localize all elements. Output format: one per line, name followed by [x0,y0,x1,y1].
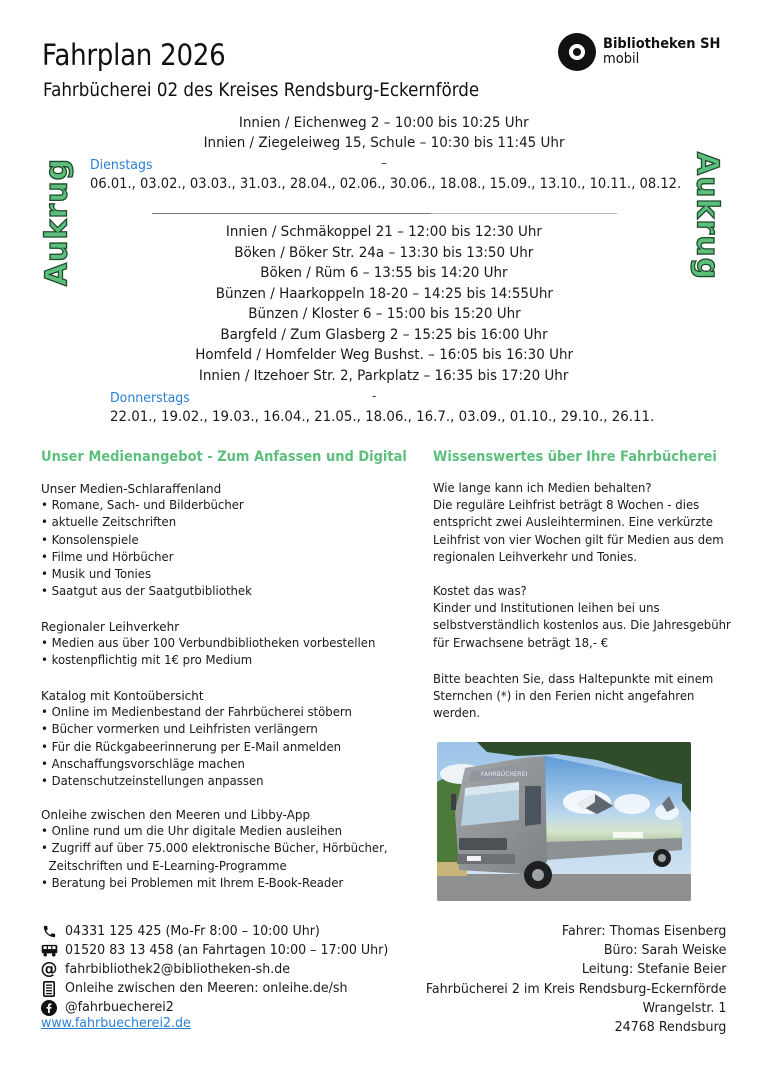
list-item: • Bücher vormerken und Leihfristen verlängern [41,722,318,737]
ebook-reader-icon [40,980,58,998]
list-item: • Beratung bei Problemen mit Ihrem E-Book-Reader [41,875,344,890]
facebook-icon [40,999,58,1017]
info-answer-line: Leihfrist von vier Wochen gilt für Medien aus dem [433,532,724,547]
truck-lettering: FAHRBÜCHEREI [481,771,528,778]
list-item: • aktuelle Zeitschriften [41,515,177,530]
info-answer-line: Die reguläre Leihfrist beträgt 8 Wochen - dies [433,498,700,513]
list-item: • Anschaffungsvorschläge machen [41,756,245,771]
info-heading: Wissenswertes über Ihre Fahrbücherei [433,449,717,465]
page-subtitle: Fahrbücherei 02 des Kreises Rendsburg-Eckernförde [43,79,480,101]
bibliotheken-sh-logo [558,33,733,71]
contact-phone [40,922,405,941]
day-separator: - [372,389,377,403]
stop-text: Bargfeld / Zum Glasberg 2 – 15:25 bis 16:00 Uhr [220,327,548,343]
side-label-left: Aukrug [39,157,75,287]
info-note-line: werden. [433,706,481,721]
list-item: • Datenschutzeinstellungen anpassen [41,774,264,789]
address-org: Fahrbücherei 2 im Kreis Rendsburg-Eckernförde [425,981,726,997]
stop-line [0,327,768,343]
list-item: • Online im Medienbestand der Fahrbücherei stöbern [41,705,352,720]
facebook-handle[interactable]: @fahrbuecherei2 [65,1000,174,1015]
logo-text [603,37,720,67]
list-item: • Romane, Sach- und Bilderbücher [41,498,244,513]
group-title: Regionaler Leihverkehr [41,619,180,634]
stop-text: Innien / Schmäkoppel 21 – 12:00 bis 12:30 Uhr [225,224,543,240]
page-title: Fahrplan 2026 [42,38,226,72]
list-item: • Saatgut aus der Saatgutbibliothek [41,584,252,599]
side-label-right: Aukrug [689,151,725,281]
info-question: Wie lange kann ich Medien behalten? [433,481,652,495]
stop-text: Homfeld / Homfelder Weg Bushst. – 16:05 bis 16:30 Uhr [195,347,573,363]
stop-line [0,245,768,261]
stop-line [0,368,768,384]
address-city: 24768 Rendsburg [614,1020,726,1036]
staff-office: Büro: Sarah Weiske [603,943,726,959]
onleihe-text[interactable]: Onleihe zwischen den Meeren: onleihe.de/sh [65,981,348,996]
dates-tuesday: 06.01., 03.02., 03.03., 31.03., 28.04., 02.06., 30.06., 18.08., 15.09., 13.10., 10.11., 08.12. [90,176,682,192]
media-group-schlaraffenland [41,480,252,600]
group-title: Katalog mit Kontoübersicht [41,688,204,703]
info-note-line: Sternchen (*) in den Ferien nicht angefahren [433,689,695,704]
contact-facebook [40,998,405,1017]
contact-onleihe [40,979,405,998]
truck-illustration [437,742,691,901]
stop-text: Bünzen / Kloster 6 – 15:00 bis 15:20 Uhr [247,306,521,322]
stop-line [0,347,768,363]
day-label-tuesday: Dienstags [90,157,153,173]
list-item: • Filme und Hörbücher [41,549,174,564]
list-item: • Für die Rückgabeerinnerung per E-Mail anmelden [41,739,342,754]
media-group-katalog [41,687,352,790]
dates-thursday: 22.01., 19.02., 19.03., 16.04., 21.05., 18.06., 16.7., 03.09., 01.10., 29.10., 26.11. [110,409,655,425]
staff-driver: Fahrer: Thomas Eisenberg [561,924,726,939]
info-answer-line: regionalen Leihverkehr und Tonies. [433,549,638,564]
day-label-thursday: Donnerstags [110,390,190,406]
info-holiday-note [433,671,713,723]
staff-lead: Leitung: Stefanie Beier [581,962,726,978]
list-item: Zeitschriften und E-Learning-Programme [48,858,287,873]
logo-name: Bibliotheken SH [603,36,721,52]
section-divider [152,213,617,214]
contact-email [40,960,405,979]
website-link[interactable]: www.fahrbuecherei2.de [41,1016,191,1031]
stop-line [0,224,768,240]
media-group-leihverkehr [41,618,375,670]
bus-phone-number[interactable]: 01520 83 13 458 (an Fahrtagen 10:00 – 17:00 Uhr) [65,943,389,958]
at-sign-icon: @ [40,959,58,979]
media-heading: Unser Medienangebot - Zum Anfassen und Digital [41,449,407,465]
list-item: • Konsolenspiele [41,532,139,547]
list-item: • Musik und Tonies [41,567,152,582]
mobile-library-truck-photo [437,742,691,901]
staff-address-block [410,922,726,1037]
info-cost [433,583,731,652]
group-title: Onleihe zwischen den Meeren und Libby-App [41,807,311,822]
stop-text: Innien / Eichenweg 2 – 10:00 bis 10:25 Uhr [239,115,529,131]
info-question: Kostet das was? [433,584,527,598]
contact-list [40,922,405,1017]
list-item: • Zugriff auf über 75.000 elektronische Bücher, Hörbücher, [41,841,388,856]
stop-line [0,306,768,322]
info-loan-period [433,480,724,566]
info-answer-line: selbstverständlich kostenlos aus. Die Jahresgebühr [433,618,731,633]
stop-text: Böken / Rüm 6 – 13:55 bis 14:20 Uhr [260,265,508,281]
bus-icon [40,942,58,960]
list-item: • kostenpflichtig mit 1€ pro Medium [41,653,253,668]
stop-text: Bünzen / Haarkoppeln 18-20 – 14:25 bis 14:55Uhr [215,286,553,302]
stop-text: Innien / Ziegeleiweg 15, Schule – 10:30 bis 11:45 Uhr [203,135,565,151]
stop-line [0,135,768,151]
logo-sub: mobil [603,51,640,67]
info-answer-line: für Erwachsene beträgt 18,- € [433,635,609,650]
address-street: Wrangelstr. 1 [642,1000,726,1016]
stop-text: Innien / Itzehoer Str. 2, Parkplatz – 16:35 bis 17:20 Uhr [199,368,569,384]
info-answer-line: Kinder und Institutionen leihen bei uns [433,601,660,616]
group-title: Unser Medien-Schlaraffenland [41,481,222,496]
day-separator: – [381,156,387,170]
list-item: • Online rund um die Uhr digitale Medien ausleihen [41,824,343,839]
info-answer-line: entspricht zwei Ausleihterminen. Eine verkürzte [433,515,714,530]
email-address[interactable]: fahrbibliothek2@bibliotheken-sh.de [65,962,291,977]
contact-bus-phone [40,941,405,960]
media-group-onleihe [41,806,388,892]
stop-line [0,115,768,131]
phone-icon [40,923,58,941]
stop-line [0,265,768,281]
stop-line [0,286,768,302]
stop-text: Böken / Böker Str. 24a – 13:30 bis 13:50 Uhr [234,245,534,261]
logo-disc-icon [558,33,596,71]
phone-number[interactable]: 04331 125 425 (Mo-Fr 8:00 – 10:00 Uhr) [65,924,320,939]
list-item: • Medien aus über 100 Verbundbibliotheken vorbestellen [41,636,376,651]
info-note-line: Bitte beachten Sie, dass Haltepunkte mit einem [433,672,714,686]
